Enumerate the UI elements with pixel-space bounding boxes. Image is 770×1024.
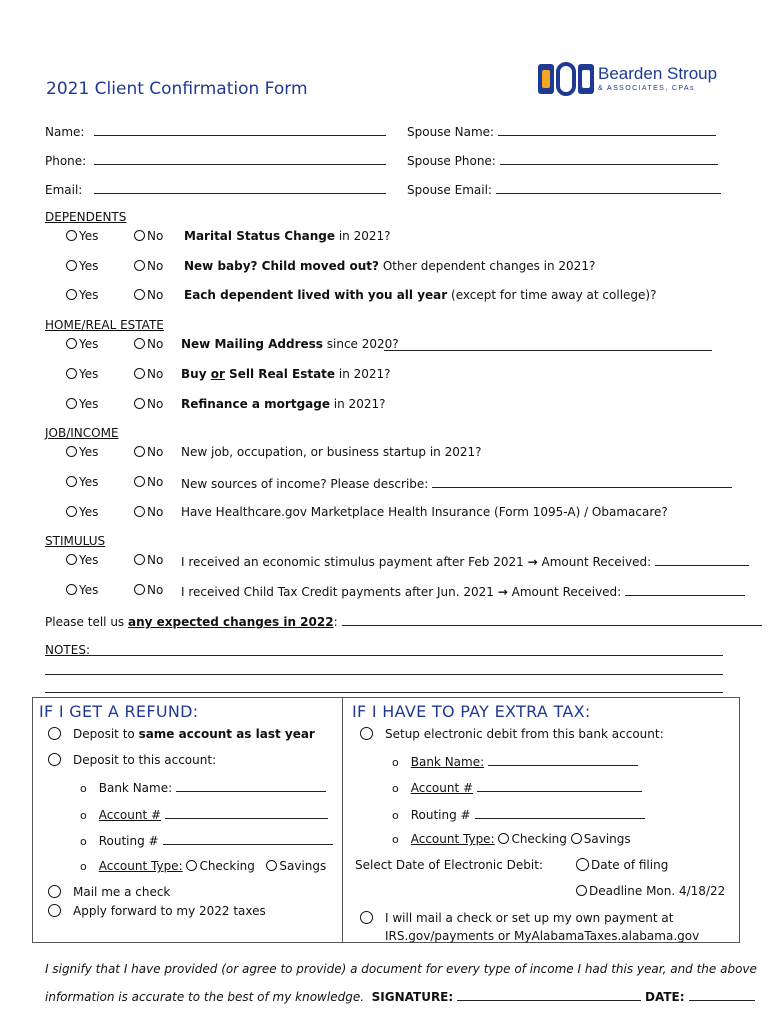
refund-bank-name-field[interactable]: o Bank Name:: [80, 779, 326, 795]
radio-icon[interactable]: [134, 506, 145, 517]
yes-option[interactable]: Yes: [66, 288, 98, 302]
signature-label: SIGNATURE:: [371, 990, 454, 1004]
yes-option[interactable]: Yes: [66, 505, 98, 519]
pay-bank-name-field[interactable]: o Bank Name:: [392, 753, 638, 769]
refund-account-line[interactable]: [165, 806, 328, 819]
pay-heading: IF I HAVE TO PAY EXTRA TAX:: [352, 702, 591, 721]
expected-changes-field[interactable]: Please tell us any expected changes in 2022:: [45, 613, 762, 629]
logo-name: Bearden Stroup: [598, 64, 718, 83]
radio-icon[interactable]: [134, 476, 145, 487]
phone-line[interactable]: [94, 152, 386, 165]
date-line[interactable]: [689, 988, 755, 1001]
home-heading: HOME/REAL ESTATE: [45, 318, 164, 332]
new-job-question: New job, occupation, or business startup in 2021?: [181, 445, 482, 459]
radio-icon[interactable]: [134, 289, 145, 300]
bullet-icon: o: [392, 809, 399, 822]
radio-icon[interactable]: [576, 885, 587, 896]
mail-check-option[interactable]: Mail me a check: [48, 885, 170, 899]
pay-routing-field[interactable]: o Routing #: [392, 806, 645, 822]
no-option[interactable]: No: [134, 259, 163, 273]
spouse-email-label: Spouse Email:: [407, 183, 492, 197]
expected-changes-line[interactable]: [342, 613, 762, 626]
marital-status-question: Marital Status Change in 2021?: [184, 229, 391, 243]
company-logo: [536, 60, 736, 100]
healthcare-question: Have Healthcare.gov Marketplace Health Insurance (Form 1095-A) / Obamacare?: [181, 505, 668, 519]
ctc-amount-line[interactable]: [625, 583, 745, 596]
radio-icon[interactable]: [134, 446, 145, 457]
phone-field[interactable]: [45, 152, 386, 168]
radio-icon[interactable]: [186, 860, 197, 871]
arrow-right-icon: →: [527, 555, 538, 569]
stimulus-heading: STIMULUS: [45, 534, 106, 548]
setup-debit-option[interactable]: Setup electronic debit from this bank account:: [360, 727, 664, 741]
no-option[interactable]: No: [134, 475, 163, 489]
refund-savings-option[interactable]: Savings: [266, 859, 326, 873]
job-heading: JOB/INCOME: [45, 426, 119, 440]
radio-icon[interactable]: [498, 833, 509, 844]
spouse-phone-label: Spouse Phone:: [407, 154, 496, 168]
no-option[interactable]: No: [134, 337, 163, 351]
pay-account-line[interactable]: [477, 779, 642, 792]
dependent-lived-question: Each dependent lived with you all year (except for time away at college)?: [184, 288, 657, 302]
notes-line-2[interactable]: [45, 674, 723, 675]
no-option[interactable]: No: [134, 229, 163, 243]
stimulus-amount-line[interactable]: [655, 553, 749, 566]
yes-option[interactable]: Yes: [66, 553, 98, 567]
yes-option[interactable]: Yes: [66, 445, 98, 459]
radio-icon[interactable]: [66, 584, 77, 595]
radio-icon[interactable]: [66, 398, 77, 409]
radio-icon[interactable]: [571, 833, 582, 844]
dependent-changes-question: New baby? Child moved out? Other dependent changes in 2021?: [184, 259, 596, 273]
child-tax-credit-question: I received Child Tax Credit payments after Jun. 2021 → Amount Received:: [181, 583, 745, 599]
refund-bank-name-line[interactable]: [176, 779, 326, 792]
deadline-option[interactable]: Deadline Mon. 4/18/22: [576, 884, 725, 898]
radio-icon[interactable]: [360, 911, 373, 924]
radio-icon[interactable]: [360, 727, 373, 740]
name-field[interactable]: [45, 123, 386, 139]
radio-icon[interactable]: [134, 230, 145, 241]
logo-subtitle: & ASSOCIATES, CPAs: [598, 85, 695, 92]
yes-option[interactable]: Yes: [66, 583, 98, 597]
spouse-phone-field[interactable]: [407, 152, 718, 168]
yes-option[interactable]: Yes: [66, 259, 98, 273]
apply-forward-option[interactable]: Apply forward to my 2022 taxes: [48, 904, 266, 918]
date-of-filing-option[interactable]: Date of filing: [576, 858, 668, 872]
spouse-name-line[interactable]: [498, 123, 716, 136]
pay-savings-option[interactable]: Savings: [571, 832, 631, 846]
radio-icon[interactable]: [576, 858, 589, 871]
radio-icon[interactable]: [48, 753, 61, 766]
radio-icon[interactable]: [266, 860, 277, 871]
no-option[interactable]: No: [134, 367, 163, 381]
refund-routing-field[interactable]: o Routing #: [80, 832, 333, 848]
radio-icon[interactable]: [134, 260, 145, 271]
form-title: 2021 Client Confirmation Form: [46, 79, 308, 99]
no-option[interactable]: No: [134, 553, 163, 567]
arrow-right-icon: →: [497, 585, 508, 599]
radio-icon[interactable]: [134, 368, 145, 379]
deposit-this-account-option[interactable]: Deposit to this account:: [48, 753, 216, 767]
name-line[interactable]: [94, 123, 386, 136]
spouse-phone-line[interactable]: [500, 152, 718, 165]
income-describe-line[interactable]: [432, 475, 732, 488]
refund-routing-line[interactable]: [163, 832, 333, 845]
date-label: DATE:: [645, 990, 685, 1004]
mail-own-payment-line2: IRS.gov/payments or MyAlabamaTaxes.alabama.gov: [385, 929, 700, 943]
bullet-icon: o: [80, 835, 87, 848]
refund-account-field[interactable]: o Account #: [80, 806, 328, 822]
real-estate-question: Buy or Sell Real Estate in 2021?: [181, 367, 391, 381]
deposit-same-account-option[interactable]: Deposit to same account as last year: [48, 727, 315, 741]
refund-heading: IF I GET A REFUND:: [39, 702, 199, 721]
email-line[interactable]: [94, 181, 386, 194]
no-option[interactable]: No: [134, 583, 163, 597]
radio-icon[interactable]: [134, 554, 145, 565]
yes-option[interactable]: Yes: [66, 337, 98, 351]
radio-icon[interactable]: [66, 289, 77, 300]
mailing-address-question: New Mailing Address since 2020?: [181, 337, 399, 351]
radio-icon[interactable]: [66, 554, 77, 565]
refinance-question: Refinance a mortgage in 2021?: [181, 397, 386, 411]
new-income-question: New sources of income? Please describe:: [181, 475, 732, 491]
radio-icon[interactable]: [48, 904, 61, 917]
name-label: Name:: [45, 125, 85, 139]
radio-icon[interactable]: [66, 230, 77, 241]
spouse-name-field[interactable]: [407, 123, 716, 139]
bullet-icon: o: [80, 809, 87, 822]
stimulus-question: I received an economic stimulus payment after Feb 2021 → Amount Received:: [181, 553, 749, 569]
radio-icon[interactable]: [66, 368, 77, 379]
spouse-email-field[interactable]: [407, 181, 721, 197]
notes-line-3[interactable]: [45, 692, 723, 693]
no-option[interactable]: No: [134, 445, 163, 459]
radio-icon[interactable]: [66, 260, 77, 271]
no-option[interactable]: No: [134, 288, 163, 302]
yes-option[interactable]: Yes: [66, 229, 98, 243]
bullet-icon: o: [392, 782, 399, 795]
yes-option[interactable]: Yes: [66, 475, 98, 489]
radio-icon[interactable]: [134, 584, 145, 595]
mailing-address-line[interactable]: [384, 338, 712, 354]
pay-account-field[interactable]: o Account #: [392, 779, 642, 795]
phone-label: Phone:: [45, 154, 87, 168]
logo-mark-icon: [536, 60, 596, 98]
refund-checking-option[interactable]: Checking: [186, 859, 254, 873]
notes-label: NOTES:: [45, 643, 90, 657]
pay-account-type-field: o Account Type: Checking Savings: [392, 832, 631, 846]
box-divider: [342, 697, 343, 942]
certification-line-2: information is accurate to the best of my knowledge. SIGNATURE: DATE:: [45, 988, 755, 1004]
no-option[interactable]: No: [134, 505, 163, 519]
spouse-email-line[interactable]: [496, 181, 721, 194]
pay-checking-option[interactable]: Checking: [498, 832, 566, 846]
radio-icon[interactable]: [66, 506, 77, 517]
radio-icon[interactable]: [48, 727, 61, 740]
select-date-label: Select Date of Electronic Debit:: [355, 858, 543, 872]
bullet-icon: o: [80, 860, 87, 873]
email-field[interactable]: [45, 181, 386, 197]
spouse-name-label: Spouse Name:: [407, 125, 495, 139]
radio-icon[interactable]: [66, 446, 77, 457]
bullet-icon: o: [80, 782, 87, 795]
email-label: Email:: [45, 183, 83, 197]
bullet-icon: o: [392, 756, 399, 769]
dependents-heading: DEPENDENTS: [45, 210, 127, 224]
signature-line[interactable]: [457, 988, 641, 1001]
refund-account-type-field: o Account Type: Checking Savings: [80, 859, 327, 873]
yes-option[interactable]: Yes: [66, 367, 98, 381]
notes-line-1[interactable]: [88, 655, 723, 656]
yes-option[interactable]: Yes: [66, 397, 98, 411]
radio-icon[interactable]: [134, 338, 145, 349]
no-option[interactable]: No: [134, 397, 163, 411]
radio-icon[interactable]: [66, 338, 77, 349]
radio-icon[interactable]: [134, 398, 145, 409]
radio-icon[interactable]: [66, 476, 77, 487]
pay-bank-name-line[interactable]: [488, 753, 638, 766]
radio-icon[interactable]: [48, 885, 61, 898]
pay-routing-line[interactable]: [475, 806, 645, 819]
mail-own-payment-option[interactable]: I will mail a check or set up my own payment at: [360, 911, 673, 925]
certification-text: I signify that I have provided (or agree to provide) a document for every type of income I had this year, and the above: [45, 962, 757, 976]
bullet-icon: o: [392, 833, 399, 846]
